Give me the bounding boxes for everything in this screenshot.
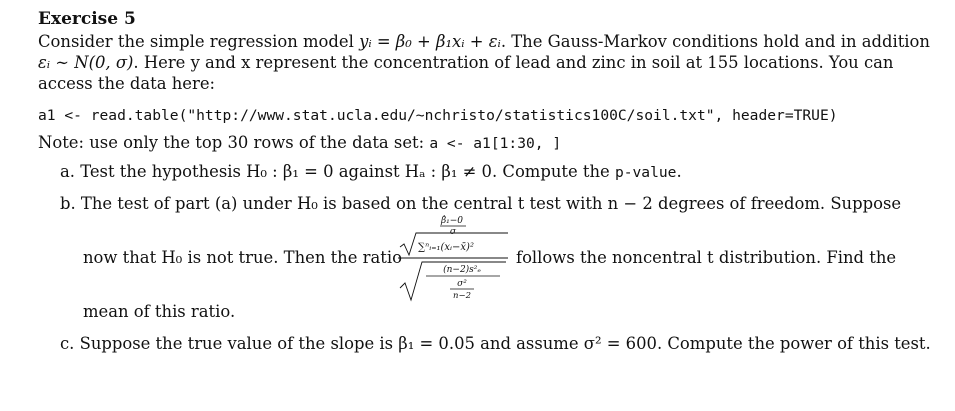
note-line: Note: use only the top 30 rows of the data set: a <- a1[1:30, ] — [38, 133, 562, 152]
part-c: c. Suppose the true value of the slope is β₁ = 0.05 and assume σ² = 600. Compute the power of this test. — [60, 334, 931, 353]
noncentral-t-ratio — [396, 212, 511, 307]
part-a: a. Test the hypothesis H₀ : β₁ = 0 against Hₐ : β₁ ≠ 0. Compute the p-value. — [60, 162, 682, 181]
part-b-line-1: b. The test of part (a) under H₀ is based on the central t test with n − 2 degrees of freedom. Suppose — [60, 194, 902, 213]
intro-line-3: access the data here: — [38, 74, 216, 93]
ratio-num-mid: σ — [449, 227, 457, 237]
ratio-sum-expr: ∑ⁿᵢ₌₁(xᵢ−x̄)² — [418, 242, 474, 253]
ratio-num-top: β̂₁−0 — [440, 216, 464, 226]
read-table-code: a1 <- read.table("http://www.stat.ucla.edu/~nchristo/statistics100C/soil.txt", header=TRUE) — [38, 107, 838, 124]
p-value-code: p-value — [614, 164, 677, 181]
intro-line-1: Consider the simple regression model yᵢ = β₀ + β₁xᵢ + εᵢ. The Gauss-Markov conditions hold and in addition — [38, 32, 930, 51]
exercise-title: Exercise 5 — [38, 9, 136, 29]
ratio-den-top: (n−2)s²ₑ — [443, 265, 481, 275]
ratio-den-mid: σ² — [457, 279, 467, 289]
intro-line-2: εᵢ ∼ N(0, σ). Here y and x represent the concentration of lead and zinc in soil at 155 locations. You can — [38, 53, 894, 72]
error-distribution: εᵢ ∼ N(0, σ) — [38, 53, 134, 72]
ratio-den-bot: n−2 — [452, 291, 472, 301]
model-equation: yᵢ = β₀ + β₁xᵢ + εᵢ — [359, 32, 501, 51]
part-b-line-2a: now that H₀ is not true. Then the ratio — [83, 248, 402, 267]
part-b-line-3: mean of this ratio. — [83, 302, 236, 321]
subset-code: a <- a1[1:30, ] — [429, 135, 562, 152]
part-b-line-2b: follows the noncentral t distribution. Find the — [516, 248, 897, 267]
